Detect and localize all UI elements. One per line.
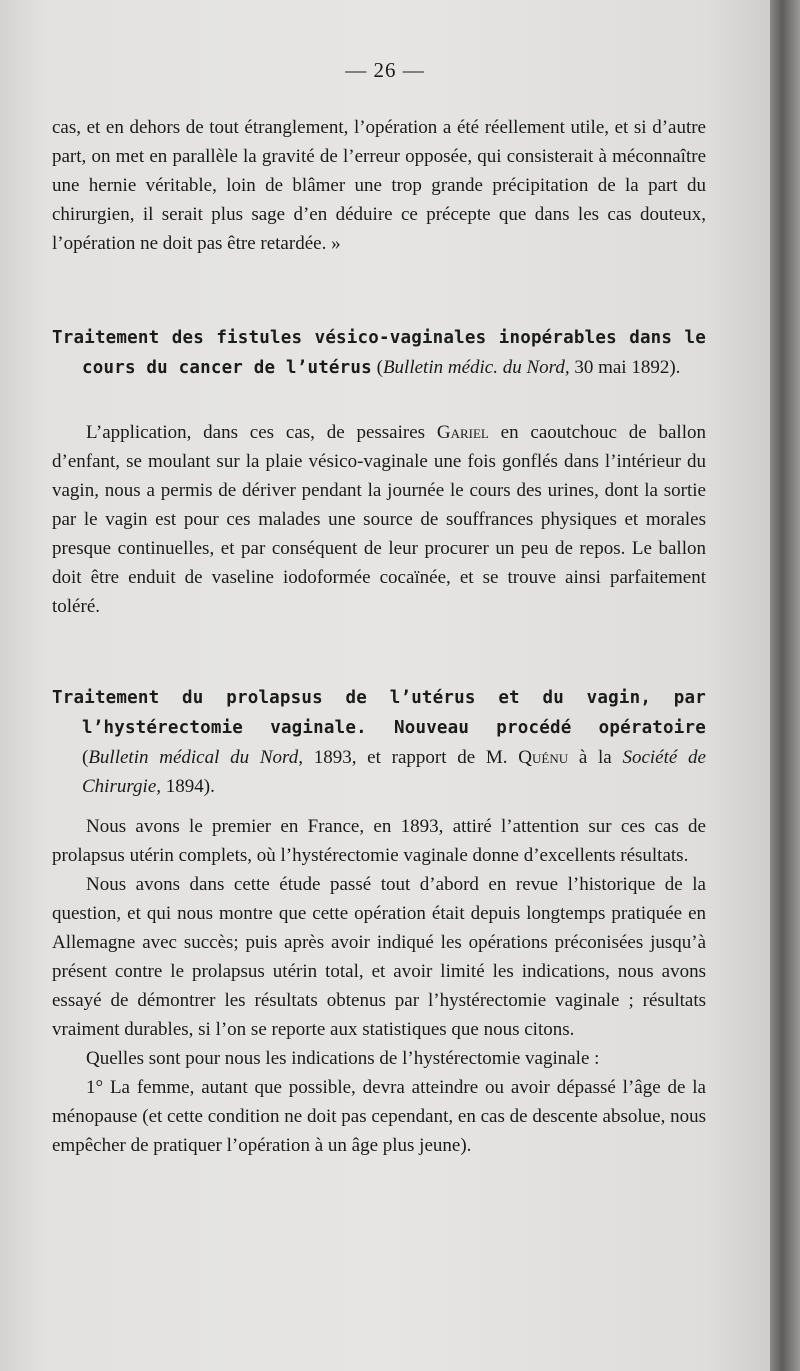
intro-paragraph (52, 113, 706, 258)
section-heading-prolapsus (52, 683, 706, 801)
intro-text: cas, et en dehors de tout étranglement, l’opération a été réellement utile, et si d’autre part, on met en parallèle la gravité de l’erreur opposée, qui consisterait à méconnaître une hernie véritable, loin de blâmer une trop grande précipitation de la part du chirurgien, il serait plus sage d’en déduire ce précepte que dans les cas douteux, l’opération ne doit pas être retardée. » (52, 117, 706, 254)
citation-mid2: à la (568, 747, 623, 768)
fistules-text (52, 418, 706, 621)
citation-journal: Bulletin médic. du Nord, (382, 357, 570, 378)
prolapsus-body (52, 812, 706, 1160)
paragraph: Quelles sont pour nous les indications de l’hystérectomie vaginale : (86, 1048, 600, 1069)
citation-date: 1894). (161, 776, 215, 797)
paragraph: 1° La femme, autant que possible, devra atteindre ou avoir dépassé l’âge de la ménopause (et cette condition ne doit pas cependant, en cas de descente absolue, nous empêcher de pratiquer l’opération à un âge plus jeune). (52, 1077, 706, 1156)
author-name-gariel: Gariel (436, 422, 489, 443)
citation-mid: 1893, et rapport de M. (302, 747, 519, 768)
section-title-bold: Traitement du prolapsus de l’utérus et du vagin, par l’hystérectomie vaginale. Nouveau procédé opératoire (52, 688, 706, 738)
fistules-text-rest: en caoutchouc de ballon d’enfant, se moulant sur la plaie vésico-vaginale une fois gonflés dans l’intérieur du vagin, nous a permis de dériver pendant la journée le cours des urines, dont la sortie par le vagin est pour ces malades une source de souffrances physiques et morales presque continuelles, et par conséquent de leur procurer un peu de repos. Le ballon doit être enduit de vaseline iodoformée cocaïnée, et se trouve ainsi parfaitement toléré. (52, 422, 706, 617)
paragraph: Nous avons dans cette étude passé tout d’abord en revue l’historique de la question, et qui nous montre que cette opération était depuis longtemps pratiquée en Allemagne avec succès; puis après avoir indiqué les opérations préconisées jusqu’à présent contre le prolapsus utérin total, et avoir limité les indications, nous avons essayé de démontrer les résultats obtenus par l’hystérectomie vaginale ; résultats vraiment durables, si l’on se reporte aux statistiques que nous citons. (52, 874, 706, 1040)
section-title-bold: Traitement des fistules vésico-vaginales inopérables dans le cours du cancer de l’utérus (52, 328, 706, 378)
section-heading-fistules (52, 323, 706, 383)
author-name-quenu: Quénu (518, 747, 569, 768)
citation-date: 30 mai 1892). (569, 357, 681, 378)
page-number: — 26 — (345, 58, 425, 82)
citation-open: ( (82, 747, 89, 768)
book-edge-shadow (770, 0, 800, 1371)
section-title-fistules (52, 323, 706, 383)
fistules-paragraph (52, 418, 706, 621)
section-title-prolapsus (52, 683, 706, 801)
paragraph: Nous avons le premier en France, en 1893, attiré l’attention sur ces cas de prolapsus utérin complets, où l’hystérectomie vaginale donne d’excellents résultats. (52, 816, 706, 866)
citation-open: ( (371, 357, 383, 378)
citation-society: Société de Chirurgie, (82, 747, 706, 797)
citation-journal: Bulletin médical du Nord, (88, 747, 303, 768)
fistules-text-start: L’application, dans ces cas, de pessaires (86, 422, 437, 443)
